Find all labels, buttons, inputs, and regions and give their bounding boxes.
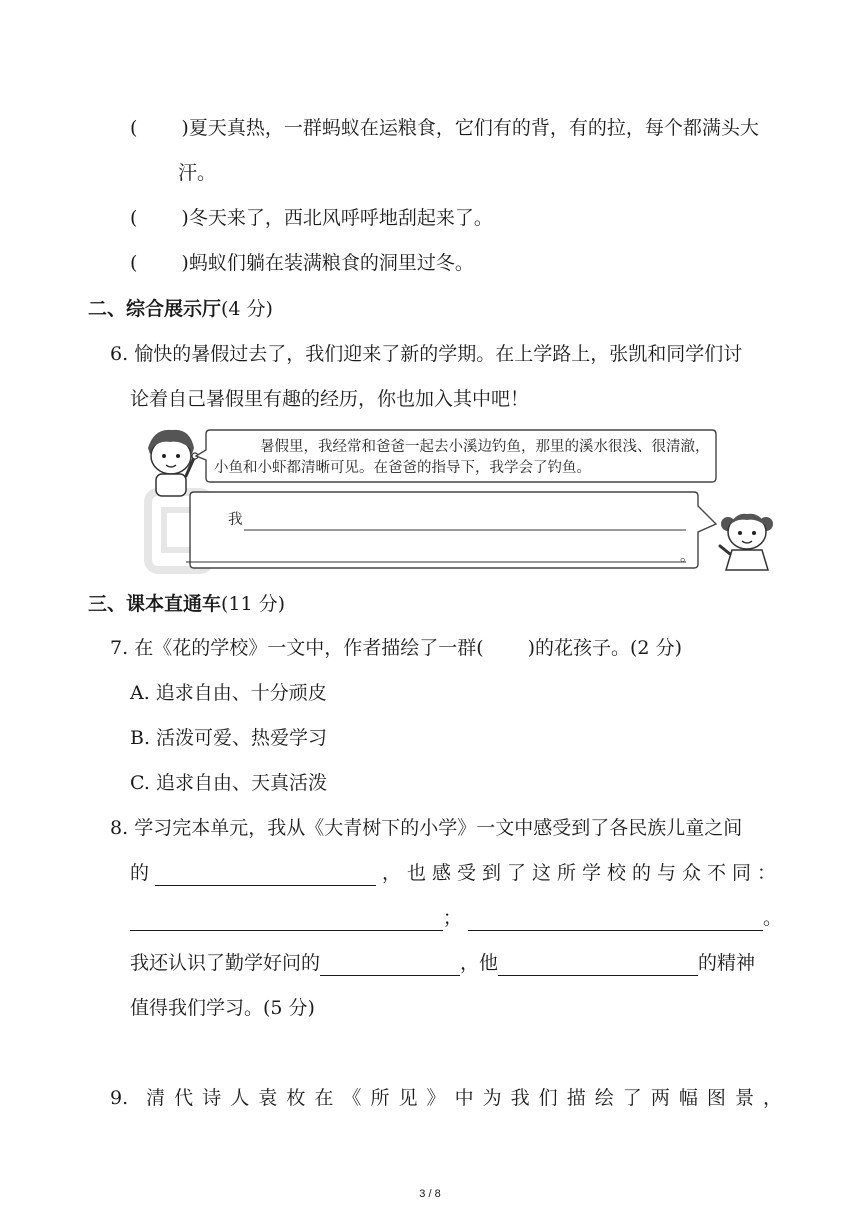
answer-blank-q8-3[interactable] bbox=[468, 910, 763, 931]
speech-bubble-answer bbox=[186, 492, 716, 568]
text-middle: ，他 bbox=[460, 952, 499, 974]
question-number: 8. bbox=[110, 817, 129, 839]
item-text: 夏天真热，一群蚂蚁在运粮食，它们有的背，有的拉，每个都满头大 bbox=[188, 117, 759, 139]
answer-start: 我 bbox=[228, 512, 243, 528]
q5-item-a bbox=[130, 115, 759, 141]
item-text: 蚂蚁们躺在装满粮食的洞里过冬。 bbox=[188, 252, 474, 274]
section-title: 三、课本直通车 bbox=[88, 593, 222, 615]
paren-open: ( bbox=[130, 117, 138, 139]
paren-close: ) bbox=[181, 207, 189, 229]
q7-stem bbox=[110, 635, 682, 661]
q7-option-a[interactable]: A. 追求自由、十分顽皮 bbox=[130, 682, 327, 704]
question-text-before: 在《花的学校》一文中，作者描绘了一群( bbox=[134, 637, 484, 659]
question-number: 9. bbox=[110, 1087, 129, 1109]
answer-blank-q8-4[interactable] bbox=[320, 955, 460, 976]
q5-item-b bbox=[130, 205, 493, 231]
paren-close: ) bbox=[181, 252, 189, 274]
section-title: 二、综合展示厅 bbox=[88, 298, 222, 320]
boy-avatar-icon bbox=[148, 430, 198, 496]
q8-line-5: 值得我们学习。(5 分) bbox=[130, 997, 315, 1019]
section-2-heading bbox=[88, 296, 273, 322]
paren-open: ( bbox=[130, 252, 138, 274]
answer-blank-q8-2[interactable] bbox=[130, 910, 443, 931]
q6-line-1 bbox=[110, 341, 742, 367]
q8-line-3 bbox=[130, 905, 782, 931]
question-text: 愉快的暑假过去了，我们迎来了新的学期。在上学路上，张凯和同学们讨 bbox=[134, 343, 743, 365]
q8-line-4 bbox=[130, 950, 755, 976]
text-prefix: 的 bbox=[130, 862, 150, 884]
section-3-heading bbox=[88, 591, 285, 617]
period: 。 bbox=[762, 907, 782, 929]
answer-end: 。 bbox=[680, 549, 695, 565]
paren-open: ( bbox=[130, 207, 138, 229]
bubble-text-2: 小鱼和小虾都清晰可见。在爸爸的指导下，我学会了钓鱼。 bbox=[214, 460, 591, 476]
item-text: 冬天来了，西北风呼呼地刮起来了。 bbox=[188, 207, 493, 229]
q5-item-c bbox=[130, 250, 474, 276]
q7-option-c[interactable]: C. 追求自由、天真活泼 bbox=[130, 772, 327, 794]
speech-bubble-boy bbox=[196, 430, 716, 482]
section-score: (4 分) bbox=[221, 298, 273, 320]
q7-option-b[interactable]: B. 活泼可爱、热爱学习 bbox=[130, 727, 328, 749]
bubble-text-1: 暑假里，我经常和爸爸一起去小溪边钓鱼，那里的溪水很浅、很清澈， bbox=[260, 439, 710, 455]
q8-line-1 bbox=[110, 815, 742, 841]
q8-line-2 bbox=[130, 860, 782, 886]
text-suffix: 的精神 bbox=[698, 952, 756, 974]
question-text-after: )的花孩子。(2 分) bbox=[527, 637, 682, 659]
q9-line-1 bbox=[110, 1085, 782, 1111]
question-text: 清代诗人袁枚在《所见》中为我们描绘了两幅图景， bbox=[146, 1087, 782, 1109]
page-number: 3 / 8 bbox=[419, 1188, 441, 1200]
paren-close: ) bbox=[181, 117, 189, 139]
semicolon: ； bbox=[442, 907, 462, 929]
girl-avatar-icon bbox=[720, 514, 773, 570]
answer-blank-q8-1[interactable] bbox=[155, 865, 376, 886]
question-text: 学习完本单元，我从《大青树下的小学》一文中感受到了各民族儿童之间 bbox=[134, 817, 743, 839]
dialog-illustration bbox=[140, 420, 780, 580]
q5-item-a-continued: 汗。 bbox=[178, 162, 217, 184]
section-score: (11 分) bbox=[221, 593, 286, 615]
text-prefix: 我还认识了勤学好问的 bbox=[130, 952, 321, 974]
answer-blank-q8-5[interactable] bbox=[498, 955, 698, 976]
question-number: 6. bbox=[110, 343, 129, 365]
q6-line-2: 论着自己暑假里有趣的经历，你也加入其中吧！ bbox=[130, 388, 530, 410]
text-suffix: ，也感受到了这所学校的与众不同： bbox=[381, 862, 782, 884]
question-number: 7. bbox=[110, 637, 129, 659]
